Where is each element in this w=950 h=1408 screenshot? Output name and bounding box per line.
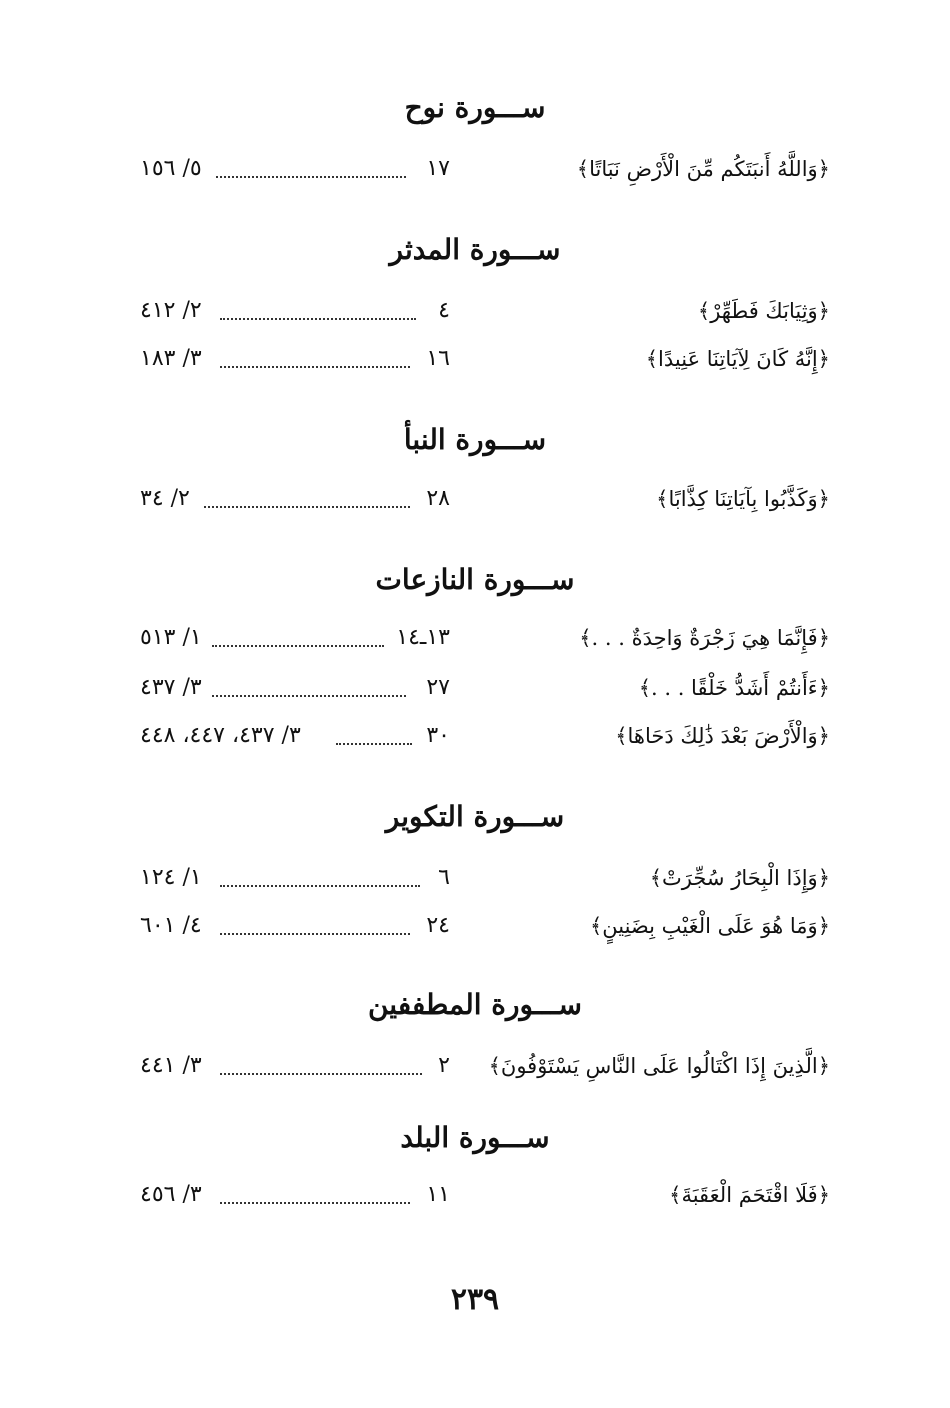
ayah-number: ١٧ bbox=[426, 156, 450, 181]
index-entry bbox=[140, 481, 830, 517]
page-reference: ١/ ١٢٤ bbox=[140, 865, 202, 890]
verse-text: ﴿الَّذِينَ إِذَا اكْتَالُوا عَلَى النَّاسِ يَسْتَوْفُونَ﴾ bbox=[488, 1054, 830, 1078]
index-entry bbox=[140, 151, 830, 187]
verse-text: ﴿فَلَا اقْتَحَمَ الْعَقَبَةَ﴾ bbox=[669, 1183, 830, 1207]
dot-leader bbox=[212, 679, 406, 697]
page-reference: ٣/ ٤٣٧ bbox=[140, 675, 202, 700]
sura-title: ســـورة نوح bbox=[404, 91, 546, 124]
index-entry bbox=[140, 341, 830, 377]
verse-text: ﴿فَإِنَّمَا هِيَ زَجْرَةٌ وَاحِدَةٌ . . .﴾ bbox=[579, 626, 830, 650]
index-entry bbox=[140, 908, 830, 944]
verse-text: ﴿وَكَذَّبُوا بِآيَاتِنَا كِذَّابًا﴾ bbox=[656, 487, 830, 511]
page-reference: ٢/ ٣٤ bbox=[140, 486, 190, 511]
page-reference: ٥/ ١٥٦ bbox=[140, 156, 202, 181]
dot-leader bbox=[212, 629, 384, 647]
sura-title: ســـورة البلد bbox=[400, 1121, 550, 1154]
verse-text: ﴿وَإِذَا الْبِحَارُ سُجِّرَتْ﴾ bbox=[649, 866, 830, 890]
ayah-number: ٢ bbox=[438, 1053, 450, 1078]
ayah-number: ٢٤ bbox=[426, 913, 450, 938]
ayah-number: ٢٧ bbox=[426, 675, 450, 700]
verse-text: ﴿وَمَا هُوَ عَلَى الْغَيْبِ بِضَنِينٍ﴾ bbox=[589, 914, 830, 938]
dot-leader bbox=[220, 869, 420, 887]
dot-leader bbox=[220, 917, 410, 935]
sura-title: ســـورة النبأ bbox=[403, 423, 547, 456]
sura-title: ســـورة المدثر bbox=[389, 233, 561, 266]
verse-text: ﴿وَثِيَابَكَ فَطَهِّرْ﴾ bbox=[697, 299, 830, 323]
index-entry bbox=[140, 1048, 830, 1084]
page-reference: ٣/ ٤٥٦ bbox=[140, 1182, 202, 1207]
sura-title: ســـورة النازعات bbox=[375, 563, 575, 596]
dot-leader bbox=[220, 1057, 422, 1075]
page-reference: ٤/ ٦٠١ bbox=[140, 913, 202, 938]
dot-leader bbox=[220, 350, 410, 368]
page-reference: ٣/ ٤٣٧، ٤٤٧، ٤٤٨ bbox=[140, 723, 301, 748]
index-entry bbox=[140, 1177, 830, 1213]
ayah-number: ٤ bbox=[438, 298, 450, 323]
ayah-number: ١١ bbox=[426, 1182, 450, 1207]
page-reference: ١/ ٥١٣ bbox=[140, 625, 202, 650]
ayah-number: ٢٨ bbox=[426, 486, 450, 511]
verse-text: ﴿وَالْأَرْضَ بَعْدَ ذَٰلِكَ دَحَاهَا﴾ bbox=[615, 724, 830, 748]
ayah-number: ٦ bbox=[438, 865, 450, 890]
index-entry bbox=[140, 620, 830, 656]
sura-title: ســـورة المطففين bbox=[367, 988, 583, 1021]
index-entry bbox=[140, 293, 830, 329]
index-entry bbox=[140, 670, 830, 706]
page-reference: ٢/ ٤١٢ bbox=[140, 298, 202, 323]
dot-leader bbox=[220, 302, 416, 320]
page-reference: ٣/ ٤٤١ bbox=[140, 1053, 202, 1078]
verse-text: ﴿وَاللَّهُ أَنبَتَكُم مِّنَ الْأَرْضِ نَبَاتًا﴾ bbox=[576, 157, 830, 181]
dot-leader bbox=[216, 160, 406, 178]
dot-leader bbox=[220, 1186, 410, 1204]
page-reference: ٣/ ١٨٣ bbox=[140, 346, 202, 371]
index-entry bbox=[140, 718, 830, 754]
ayah-number: ٣٠ bbox=[426, 723, 450, 748]
dot-leader bbox=[336, 727, 412, 745]
sura-title: ســـورة التكوير bbox=[385, 800, 565, 833]
index-entry bbox=[140, 860, 830, 896]
dot-leader bbox=[204, 490, 410, 508]
verse-text: ﴿ءَأَنتُمْ أَشَدُّ خَلْقًا . . .﴾ bbox=[638, 676, 830, 700]
ayah-number: ١٦ bbox=[426, 346, 450, 371]
ayah-number: ١٣ـ١٤ bbox=[396, 625, 450, 650]
page-number: ٢٣٩ bbox=[450, 1282, 500, 1317]
verse-text: ﴿إِنَّهُ كَانَ لِآيَاتِنَا عَنِيدًا﴾ bbox=[645, 347, 830, 371]
